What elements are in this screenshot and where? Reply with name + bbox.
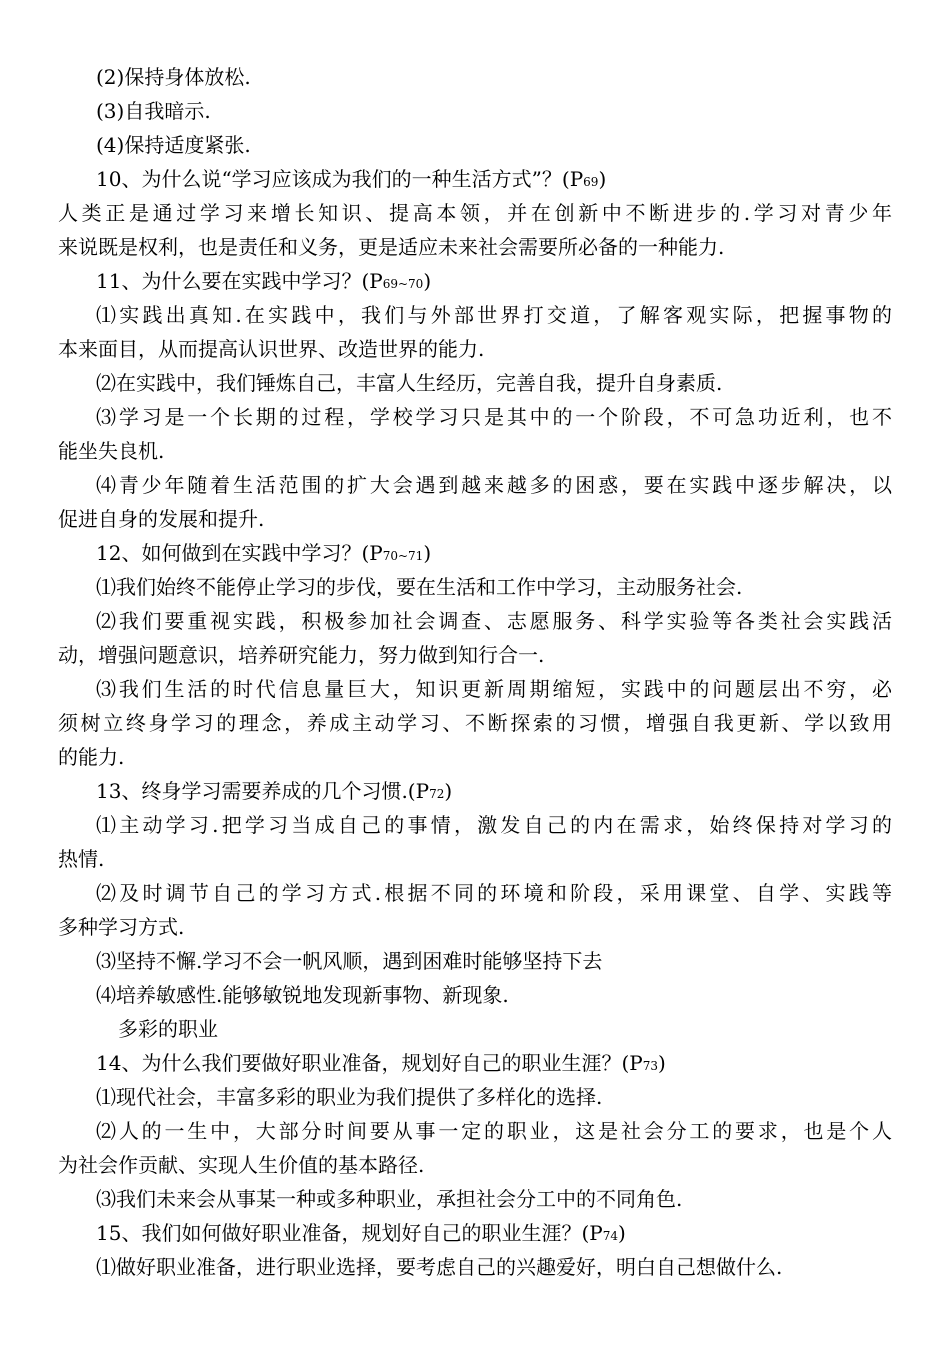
question-close: ) <box>423 269 432 293</box>
text-line: 动，增强问题意识，培养研究能力，努力做到知行合一. <box>58 643 545 667</box>
question-text: 11、为什么要在实践中学习？(P <box>96 269 383 293</box>
text-line: 来说既是权利，也是责任和义务，更是适应未来社会需要所必备的一种能力. <box>58 235 725 259</box>
text-line: 为社会作贡献、实现人生价值的基本路径. <box>58 1153 425 1177</box>
text-line: (3)自我暗示. <box>96 99 211 123</box>
text-line: 的能力. <box>58 745 125 769</box>
page-ref: 69 <box>583 175 599 189</box>
question-14 <box>96 1047 666 1079</box>
question-15 <box>96 1217 626 1249</box>
text-line: ⑵我们要重视实践，积极参加社会调查、志愿服务、科学实验等各类社会实践活 <box>96 609 892 633</box>
text-line: (2)保持身体放松. <box>96 65 251 89</box>
question-12 <box>96 537 431 569</box>
text-line: 热情. <box>58 847 105 871</box>
question-close: ) <box>618 1221 626 1245</box>
text-line: 多种学习方式. <box>58 915 185 939</box>
text-line: ⑵人的一生中，大部分时间要从事一定的职业，这是社会分工的要求，也是个人 <box>96 1119 892 1143</box>
page-ref: 69~70 <box>382 277 424 291</box>
question-10 <box>96 163 606 195</box>
text-line: 须树立终身学习的理念，养成主动学习、不断探索的习惯，增强自我更新、学以致用 <box>58 711 892 735</box>
text-line: ⑷培养敏感性.能够敏锐地发现新事物、新现象. <box>96 983 509 1007</box>
text-line: ⑴现代社会，丰富多彩的职业为我们提供了多样化的选择. <box>96 1085 603 1109</box>
question-text: 13、终身学习需要养成的几个习惯.(P <box>96 779 430 803</box>
question-text: 10、为什么说“学习应该成为我们的一种生活方式”？(P <box>96 167 584 191</box>
question-text: 14、为什么我们要做好职业准备，规划好自己的职业生涯？(P <box>96 1051 643 1075</box>
text-line: ⑶学习是一个长期的过程，学校学习只是其中的一个阶段，不可急功近利，也不 <box>96 405 892 429</box>
text-line: 本来面目，从而提高认识世界、改造世界的能力. <box>58 337 485 361</box>
text-line: 能坐失良机. <box>58 439 165 463</box>
text-line: ⑴实践出真知.在实践中，我们与外部世界打交道，了解客观实际，把握事物的 <box>96 303 892 327</box>
text-line: 人类正是通过学习来增长知识、提高本领，并在创新中不断进步的.学习对青少年 <box>58 201 892 225</box>
page-ref: 72 <box>429 787 445 801</box>
text-line: ⑶我们未来会从事某一种或多种职业，承担社会分工中的不同角色. <box>96 1187 683 1211</box>
text-line: ⑴我们始终不能停止学习的步伐，要在生活和工作中学习，主动服务社会. <box>96 575 743 599</box>
question-13 <box>96 775 452 807</box>
text-line: ⑴主动学习.把学习当成自己的事情，激发自己的内在需求，始终保持对学习的 <box>96 813 892 837</box>
text-line: ⑵在实践中，我们锤炼自己，丰富人生经历，完善自我，提升自身素质. <box>96 371 723 395</box>
text-line: ⑶坚持不懈.学习不会一帆风顺，遇到困难时能够坚持下去 <box>96 949 603 973</box>
text-line: (4)保持适度紧张. <box>96 133 251 157</box>
text-line: ⑴做好职业准备，进行职业选择，要考虑自己的兴趣爱好，明白自己想做什么. <box>96 1255 783 1279</box>
question-text: 15、我们如何做好职业准备，规划好自己的职业生涯？(P <box>96 1221 603 1245</box>
page-ref: 74 <box>602 1229 618 1243</box>
page-ref: 70~71 <box>382 549 424 563</box>
question-text: 12、如何做到在实践中学习？(P <box>96 541 383 565</box>
text-line: ⑷青少年随着生活范围的扩大会遇到越来越多的困惑，要在实践中逐步解决，以 <box>96 473 892 497</box>
section-heading: 多彩的职业 <box>118 1017 218 1041</box>
text-line: ⑵及时调节自己的学习方式.根据不同的环境和阶段，采用课堂、自学、实践等 <box>96 881 892 905</box>
text-line: ⑶我们生活的时代信息量巨大，知识更新周期缩短，实践中的问题层出不穷，必 <box>96 677 892 701</box>
question-11 <box>96 265 431 297</box>
question-close: ) <box>598 167 607 191</box>
question-close: ) <box>423 541 432 565</box>
question-close: ) <box>444 779 453 803</box>
text-line: 促进自身的发展和提升. <box>58 507 265 531</box>
question-close: ) <box>658 1051 666 1075</box>
page-ref: 73 <box>642 1059 658 1073</box>
